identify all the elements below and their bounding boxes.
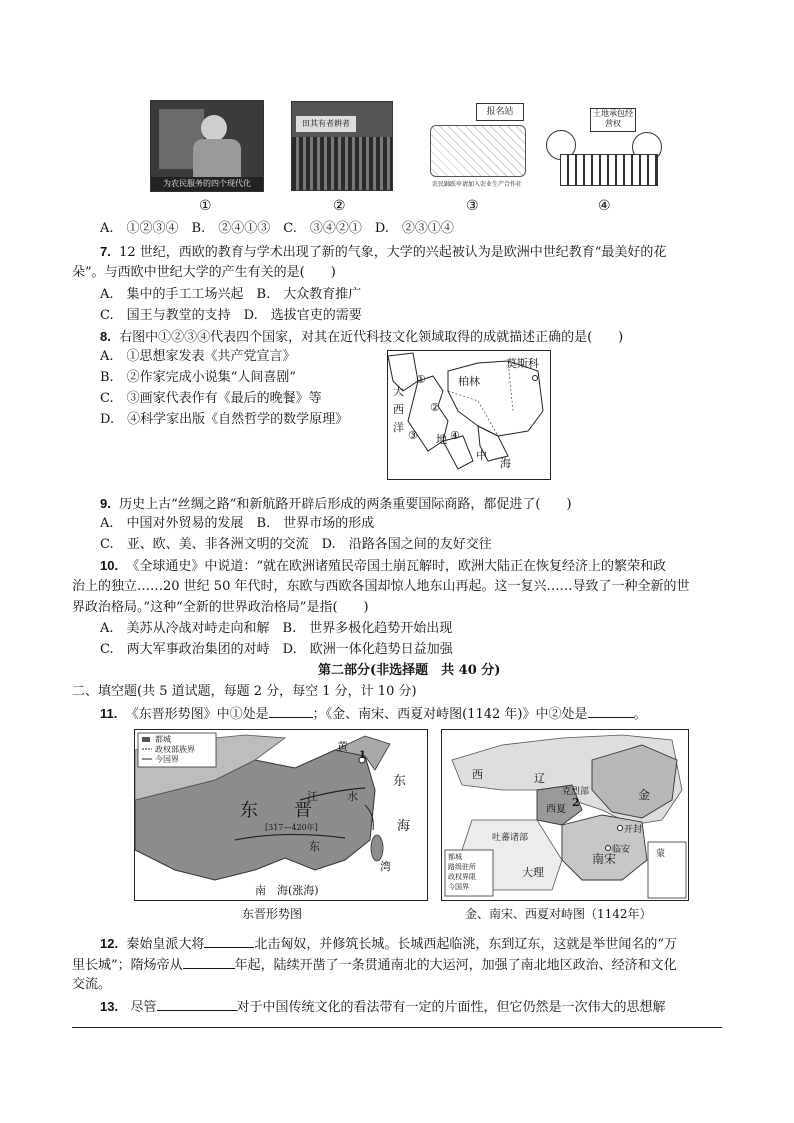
river-label-huang: 黄 xyxy=(337,740,348,753)
q13-line1 xyxy=(100,996,666,1018)
legend-capital: 都城 xyxy=(155,735,171,744)
photo-1-caption: 为农民服务的四个现代化 xyxy=(151,177,263,191)
q11-text-post: 。 xyxy=(633,707,647,722)
photo-label-4: ④ xyxy=(598,198,611,214)
label-linan: 临安 xyxy=(612,845,631,855)
map-label-country-2: ② xyxy=(430,401,440,414)
q9-text: 历史上古“丝绸之路”和新航路开辟后形成的两条重要国际商路，都促进了( ) xyxy=(119,497,572,512)
q7-number: 7. xyxy=(100,244,111,259)
map-label-med-2: 中 xyxy=(476,449,487,462)
east-sea-label-1: 东 xyxy=(393,774,407,789)
q12-text-pre: 秦始皇派大将 xyxy=(126,937,205,952)
q12-line1 xyxy=(100,933,677,955)
legend-regime-border: 政权部族界 xyxy=(155,745,195,754)
photo-4-sign: 土地承包经营权 xyxy=(590,108,636,132)
q10-options-cd: C. 两大军事政治集团的对峙 D. 欧洲一体化趋势日益加强 xyxy=(100,642,453,657)
q12-text-mid: 北击匈奴，并修筑长城。长城西起临洮，东到辽东，这就是举世闻名的“万 xyxy=(254,937,678,952)
q7-line1 xyxy=(100,242,666,263)
jin-song-map xyxy=(441,729,689,901)
q9-number: 9. xyxy=(100,496,111,511)
label-western-xia: 西夏 xyxy=(546,804,566,815)
east-sea-label-2: 海 xyxy=(397,819,411,834)
jin-song-map-caption: 金、南宋、西夏对峙图（1142年） xyxy=(465,907,652,921)
q13-blank-1[interactable] xyxy=(157,996,237,1011)
q11-stem xyxy=(100,703,647,725)
q11-text-mid: ；《金、南宋、西夏对峙图(1142 年)》中②处是 xyxy=(312,707,588,722)
q11-number: 11. xyxy=(100,706,118,721)
q12-text-line2a: 里长城”；隋炀帝从 xyxy=(72,958,183,973)
east-jin-title: 东 晋 xyxy=(240,800,312,821)
q11-blank-1[interactable] xyxy=(269,703,313,718)
map-label-country-1: ① xyxy=(416,373,426,386)
q10-text1: 《全球通史》中说道：“就在欧洲诸殖民帝国土崩瓦解时，欧洲大陆正在恢复经济上的繁荣和政 xyxy=(126,559,666,574)
label-southern-song: 南宋 xyxy=(592,852,617,866)
map-label-country-4: ④ xyxy=(450,429,460,442)
part2-heading: 第二部分(非选择题 共 40 分) xyxy=(318,663,501,678)
photo-4 xyxy=(539,103,669,191)
label-kaifeng: 开封 xyxy=(624,825,643,835)
marker-1: 1 xyxy=(359,750,366,761)
q11-text-pre: 《东晋形势图》中①处是 xyxy=(125,707,269,722)
q12-blank-1[interactable] xyxy=(204,933,254,948)
photo-3-sign: 报名站 xyxy=(476,103,524,121)
island-label: 湾 xyxy=(380,860,391,873)
q10-line3: 界政治格局。”这种“全新的世界政治格局”是指( ) xyxy=(72,600,369,615)
label-xi: 西 xyxy=(472,768,483,781)
map-label-med-3: 海 xyxy=(500,457,511,470)
photo-3-caption: 农民踊跃申请加入农业生产合作社 xyxy=(431,181,522,188)
map-label-moscow: 莫斯科 xyxy=(506,357,539,370)
east-jin-map xyxy=(134,729,428,901)
q7-line2: 朵”。与西欧中世纪大学的产生有关的是( ) xyxy=(72,265,336,280)
jin-song-map-shape xyxy=(442,730,688,900)
q8-stem xyxy=(100,327,623,348)
q8-number: 8. xyxy=(100,329,111,344)
q7-text1: 12 世纪，西欧的教育与学术出现了新的气象，大学的兴起被认为是欧洲中世纪教育“最美好的花 xyxy=(119,245,667,260)
jin-song-legend-3: 政权界限 xyxy=(448,873,476,881)
photo-3 xyxy=(423,100,531,194)
q6-options: A. ①②③④ B. ②④①③ C. ③④②① D. ②③①④ xyxy=(100,221,454,236)
label-dali: 大理 xyxy=(522,866,544,879)
q9-options-ab: A. 中国对外贸易的发展 B. 世界市场的形成 xyxy=(100,516,375,531)
q9-stem xyxy=(100,494,572,515)
label-inset: 蒙 xyxy=(656,849,666,859)
east-jin-map-caption: 东晋形势图 xyxy=(242,907,303,921)
label-liao: 辽 xyxy=(534,772,545,785)
q13-text-pre: 尽管 xyxy=(130,1000,157,1015)
q12-line3: 交流。 xyxy=(72,977,112,992)
q8-option-a: A. ①思想家发表《共产党宣言》 xyxy=(100,349,296,364)
q13-number: 13. xyxy=(100,999,119,1014)
photo-label-1: ① xyxy=(199,198,212,214)
label-tubo: 吐蕃诸部 xyxy=(492,833,529,843)
legend-national-border: 今国界 xyxy=(155,755,179,764)
q10-options-ab: A. 美苏从冷战对峙走向和解 B. 世界多极化趋势开始出现 xyxy=(100,621,453,636)
map-label-atlantic-1: 大 xyxy=(393,385,404,398)
q10-number: 10. xyxy=(100,558,119,573)
jin-song-legend-1: 都城 xyxy=(448,853,462,861)
jin-song-legend-2: 路级驻所 xyxy=(448,863,476,871)
q10-line2: 治上的独立……20 世纪 50 年代时，东欧与西欧各国却惊人地东山再起。这一复兴……导致了一种全新的世 xyxy=(72,579,690,594)
q12-text-line2b: 年起，陆续开凿了一条贯通南北的大运河，加强了南北地区政治、经济和文化 xyxy=(234,958,677,973)
q8-option-d: D. ④科学家出版《自然哲学的数学原理》 xyxy=(100,412,349,427)
q12-line2 xyxy=(72,954,677,976)
marker-2: 2 xyxy=(572,796,580,809)
jin-song-legend-4: 今国界 xyxy=(448,883,469,891)
label-kereit: 克烈部 xyxy=(562,787,590,797)
bottom-rule xyxy=(72,1027,722,1028)
map-label-atlantic-3: 洋 xyxy=(393,421,404,434)
q9-options-cd: C. 亚、欧、美、非各洲文明的交流 D. 沿路各国之间的友好交往 xyxy=(100,537,492,552)
river-label-jiang: 江 xyxy=(307,790,318,803)
east-jin-years: [317—420年] xyxy=(265,823,318,832)
photo-2 xyxy=(291,101,393,191)
section2-heading: 二、填空题(共 5 道试题，每题 2 分，每空 1 分，计 10 分) xyxy=(72,684,417,699)
q8-option-c: C. ③画家代表作有《最后的晚餐》等 xyxy=(100,391,322,406)
q8-option-b: B. ②作家完成小说集“人间喜剧” xyxy=(100,370,296,385)
photo-2-banner: 田其有者耕者 xyxy=(296,116,356,132)
photo-label-3: ③ xyxy=(466,198,479,214)
river-label-shui: 水 xyxy=(347,790,358,803)
map-label-berlin: 柏林 xyxy=(458,375,480,388)
q11-blank-2[interactable] xyxy=(588,703,634,718)
map-label-country-3: ③ xyxy=(408,429,418,442)
photo-1 xyxy=(150,100,264,192)
q10-line1 xyxy=(100,556,666,577)
q7-options-ab: A. 集中的手工工场兴起 B. 大众教育推广 xyxy=(100,287,362,302)
q12-number: 12. xyxy=(100,936,119,951)
south-sea-label: 南 海(涨海) xyxy=(255,884,319,897)
q12-blank-2[interactable] xyxy=(183,954,235,969)
q7-options-cd: C. 国王与教堂的支持 D. 选拔官吏的需要 xyxy=(100,308,362,323)
q13-text-post: 对于中国传统文化的看法带有一定的片面性，但它仍然是一次伟大的思想解 xyxy=(236,1000,666,1015)
river-label-dong: 东 xyxy=(309,840,320,853)
europe-map xyxy=(387,350,551,480)
photo-label-2: ② xyxy=(333,198,346,214)
q8-text: 右图中①②③④代表四个国家，对其在近代科技文化领域取得的成就描述正确的是( ) xyxy=(119,330,624,345)
label-jin: 金 xyxy=(638,788,651,802)
map-label-med-1: 地 xyxy=(436,433,447,446)
map-label-atlantic-2: 西 xyxy=(393,403,404,416)
